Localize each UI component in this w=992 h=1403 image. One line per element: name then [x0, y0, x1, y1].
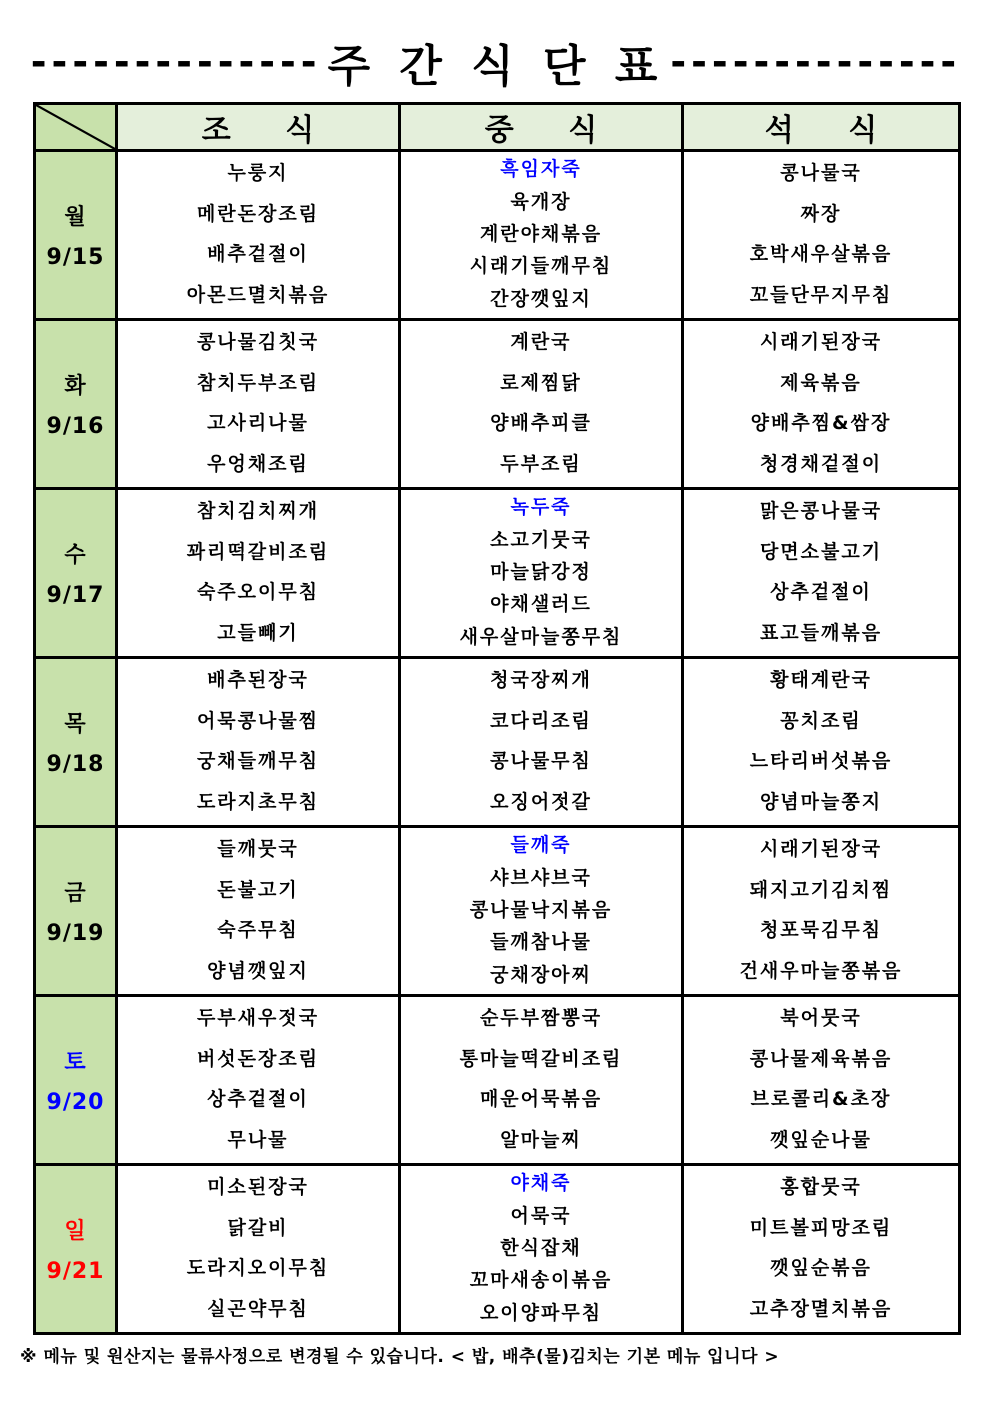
menu-item: 양념마늘쫑지	[759, 790, 883, 813]
menu-item: 샤브샤브국	[490, 866, 592, 889]
lunch-cell	[400, 658, 683, 827]
menu-item: 시래기들깨무침	[469, 255, 613, 278]
menu-item: 숙주오이무침	[196, 581, 320, 604]
lunch-items	[401, 659, 681, 825]
dinner-items	[684, 490, 958, 656]
dinner-cell	[683, 489, 960, 658]
menu-item: 고추장멸치볶음	[749, 1297, 893, 1320]
menu-item: 간장깻잎지	[490, 287, 592, 310]
menu-item: 꽈리떡갈비조림	[186, 540, 330, 563]
lunch-cell	[400, 1165, 683, 1334]
day-cell	[35, 151, 117, 320]
menu-item: 들깨죽	[510, 834, 572, 857]
menu-item: 돈불고기	[217, 878, 299, 901]
menu-item: 당면소불고기	[759, 540, 883, 563]
day-label: 일	[64, 1219, 87, 1244]
breakfast-items	[118, 1166, 398, 1332]
menu-item: 알마늘찌	[500, 1128, 582, 1151]
lunch-cell	[400, 489, 683, 658]
lunch-cell	[400, 827, 683, 996]
header-lunch: 중 식	[400, 104, 683, 151]
menu-item: 참치김치찌개	[196, 500, 320, 523]
day-date: 9/18	[46, 752, 105, 777]
menu-item: 야채샐러드	[490, 593, 592, 616]
dinner-cell	[683, 827, 960, 996]
menu-item: 꽁치조림	[780, 709, 862, 732]
table-row	[35, 489, 960, 658]
menu-item: 통마늘떡갈비조림	[459, 1047, 623, 1070]
title-text: 주 간 식 단 표	[327, 41, 665, 92]
menu-item: 깻잎순볶음	[770, 1257, 872, 1280]
header-dinner: 석 식	[683, 104, 960, 151]
menu-item: 들깨참나물	[490, 931, 592, 954]
breakfast-cell	[117, 827, 400, 996]
day-date: 9/19	[46, 921, 105, 946]
dinner-items	[684, 1166, 958, 1332]
menu-item: 양념깻잎지	[207, 959, 309, 982]
menu-item: 짜장	[800, 202, 842, 225]
breakfast-items	[118, 828, 398, 994]
breakfast-cell	[117, 1165, 400, 1334]
corner-cell	[35, 104, 117, 151]
menu-item: 고들빼기	[217, 621, 299, 644]
diagonal-line-icon	[36, 105, 115, 149]
menu-item: 숙주무침	[217, 919, 299, 942]
page-title	[0, 30, 992, 94]
menu-item: 도라지오이무침	[186, 1257, 330, 1280]
table-row	[35, 1165, 960, 1334]
table-row	[35, 658, 960, 827]
table-row	[35, 151, 960, 320]
lunch-cell	[400, 151, 683, 320]
menu-item: 우엉채조림	[207, 452, 309, 475]
lunch-items	[401, 997, 681, 1163]
table-row	[35, 320, 960, 489]
menu-item: 맑은콩나물국	[759, 500, 883, 523]
lunch-items	[401, 321, 681, 487]
menu-item: 아몬드멸치볶음	[186, 283, 330, 306]
title-left-dashes: --------------	[30, 40, 322, 84]
menu-item: 시래기된장국	[759, 331, 883, 354]
menu-item: 제육볶음	[780, 371, 862, 394]
day-cell	[35, 489, 117, 658]
menu-item: 미트볼피망조림	[749, 1216, 893, 1239]
menu-item: 꼬들단무지무침	[749, 283, 893, 306]
breakfast-items	[118, 659, 398, 825]
menu-item: 배추겉절이	[207, 243, 309, 266]
breakfast-items	[118, 152, 398, 318]
day-cell	[35, 827, 117, 996]
header-breakfast: 조 식	[117, 104, 400, 151]
menu-item: 콩나물김칫국	[196, 331, 320, 354]
dinner-items	[684, 659, 958, 825]
dinner-items	[684, 321, 958, 487]
menu-item: 녹두죽	[510, 496, 572, 519]
menu-item: 상추겉절이	[207, 1088, 309, 1111]
breakfast-cell	[117, 996, 400, 1165]
lunch-items	[401, 152, 681, 318]
breakfast-cell	[117, 151, 400, 320]
menu-item: 참치두부조림	[196, 371, 320, 394]
menu-item: 흑임자죽	[500, 158, 582, 181]
menu-item: 한식잡채	[500, 1237, 582, 1260]
menu-item: 계란야채볶음	[479, 223, 603, 246]
menu-item: 청국장찌개	[490, 669, 592, 692]
menu-item: 도라지초무침	[196, 790, 320, 813]
dinner-items	[684, 828, 958, 994]
day-label: 금	[64, 881, 87, 906]
menu-item: 누룽지	[227, 162, 289, 185]
day-cell	[35, 320, 117, 489]
day-cell	[35, 996, 117, 1165]
dinner-cell	[683, 658, 960, 827]
dinner-cell	[683, 1165, 960, 1334]
menu-item: 미소된장국	[207, 1176, 309, 1199]
menu-item: 표고들깨볶음	[759, 621, 883, 644]
lunch-items	[401, 490, 681, 656]
menu-item: 코다리조림	[490, 709, 592, 732]
menu-item: 소고기뭇국	[490, 528, 592, 551]
menu-item: 꼬마새송이볶음	[469, 1269, 613, 1292]
dinner-items	[684, 152, 958, 318]
dinner-items	[684, 997, 958, 1163]
menu-item: 궁채장아찌	[490, 963, 592, 986]
breakfast-cell	[117, 320, 400, 489]
menu-item: 느타리버섯볶음	[749, 750, 893, 773]
day-date: 9/15	[46, 245, 105, 270]
menu-item: 오이양파무침	[479, 1301, 603, 1324]
lunch-items	[401, 828, 681, 994]
menu-item: 무나물	[227, 1128, 289, 1151]
lunch-cell	[400, 320, 683, 489]
menu-item: 상추겉절이	[770, 581, 872, 604]
title-right-dashes: --------------	[670, 40, 962, 84]
menu-item: 호박새우살볶음	[749, 243, 893, 266]
menu-item: 두부조림	[500, 452, 582, 475]
day-label: 목	[64, 712, 87, 737]
menu-item: 콩나물제육볶음	[749, 1047, 893, 1070]
menu-item: 버섯돈장조림	[196, 1047, 320, 1070]
day-date: 9/17	[46, 583, 105, 608]
day-label: 월	[64, 205, 87, 230]
menu-item: 실곤약무침	[207, 1297, 309, 1320]
menu-item: 황태계란국	[770, 669, 872, 692]
day-date: 9/21	[46, 1259, 105, 1284]
breakfast-items	[118, 997, 398, 1163]
breakfast-cell	[117, 489, 400, 658]
day-cell	[35, 1165, 117, 1334]
menu-item: 깻잎순나물	[770, 1128, 872, 1151]
dinner-cell	[683, 320, 960, 489]
menu-item: 시래기된장국	[759, 838, 883, 861]
menu-item: 홍합뭇국	[780, 1176, 862, 1199]
day-label: 화	[64, 374, 87, 399]
menu-item: 북어뭇국	[780, 1007, 862, 1030]
dinner-cell	[683, 151, 960, 320]
menu-item: 양배추찜&쌈장	[750, 412, 892, 435]
menu-item: 육개장	[510, 190, 572, 213]
menu-item: 콩나물무침	[490, 750, 592, 773]
day-date: 9/20	[46, 1090, 105, 1115]
menu-item: 마늘닭강정	[490, 561, 592, 584]
footer-note: ※ 메뉴 및 원산지는 물류사정으로 변경될 수 있습니다. < 밥, 배추(물)김치는 기본 메뉴 입니다 >	[20, 1347, 780, 1367]
menu-item: 야채죽	[510, 1172, 572, 1195]
breakfast-items	[118, 490, 398, 656]
menu-item: 돼지고기김치찜	[749, 878, 893, 901]
menu-item: 들깨뭇국	[217, 838, 299, 861]
table-row	[35, 996, 960, 1165]
menu-item: 매운어묵볶음	[479, 1088, 603, 1111]
menu-item: 궁채들깨무침	[196, 750, 320, 773]
day-label: 수	[64, 543, 87, 568]
menu-item: 메란돈장조림	[196, 202, 320, 225]
menu-item: 브로콜리&초장	[750, 1088, 892, 1111]
day-label: 토	[64, 1050, 87, 1075]
menu-item: 콩나물국	[780, 162, 862, 185]
menu-item: 청경채겉절이	[759, 452, 883, 475]
header-row	[35, 104, 960, 151]
menu-item: 두부새우젓국	[196, 1007, 320, 1030]
dinner-cell	[683, 996, 960, 1165]
menu-item: 로제찜닭	[500, 371, 582, 394]
weekly-menu-table	[33, 102, 961, 1335]
lunch-items	[401, 1166, 681, 1332]
day-date: 9/16	[46, 414, 105, 439]
menu-item: 순두부짬뽕국	[479, 1007, 603, 1030]
menu-item: 양배추피클	[490, 412, 592, 435]
menu-item: 어묵콩나물찜	[196, 709, 320, 732]
menu-item: 계란국	[510, 331, 572, 354]
menu-item: 콩나물낙지볶음	[469, 899, 613, 922]
menu-item: 배추된장국	[207, 669, 309, 692]
menu-item: 오징어젓갈	[490, 790, 592, 813]
breakfast-items	[118, 321, 398, 487]
day-cell	[35, 658, 117, 827]
menu-item: 새우살마늘쫑무침	[459, 625, 623, 648]
menu-item: 닭갈비	[227, 1216, 289, 1239]
menu-item: 청포묵김무침	[759, 919, 883, 942]
menu-item: 건새우마늘쫑볶음	[739, 959, 903, 982]
menu-item: 어묵국	[510, 1204, 572, 1227]
lunch-cell	[400, 996, 683, 1165]
menu-item: 고사리나물	[207, 412, 309, 435]
table-row	[35, 827, 960, 996]
breakfast-cell	[117, 658, 400, 827]
